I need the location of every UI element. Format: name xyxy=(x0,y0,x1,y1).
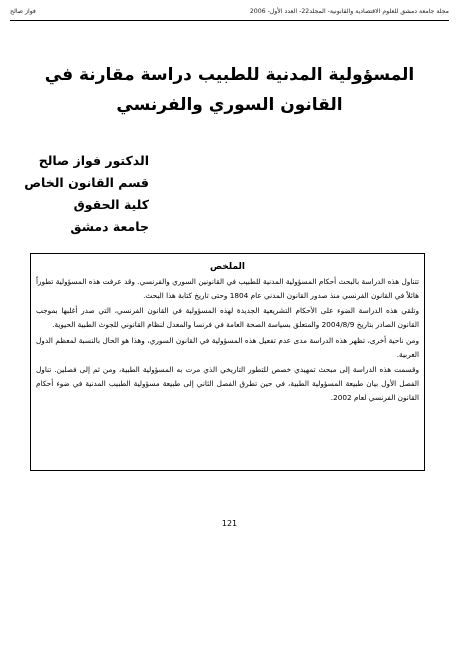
journal-citation: مجلة جامعة دمشق للعلوم الاقتصادية والقانونية- المجلد22- العدد الأول- 2006 xyxy=(249,8,449,15)
header-author: فواز صالح xyxy=(10,8,36,15)
author-faculty: كلية الحقوق xyxy=(73,197,149,212)
author-name: الدكتور فواز صالح xyxy=(38,153,149,168)
author-university: جامعة دمشق xyxy=(70,219,149,234)
abstract-body xyxy=(36,275,419,404)
abstract-paragraph: تتناول هذه الدراسة بالبحث أحكام المسؤولية المدنية للطبيب في القانونين السوري والفرنسي. وقد عرفت هذه المسؤولية تطوراً هائلاً في القانون الفرنسي منذ صدور القانون المدني عام 1804 وحتى تاريخ كتابة هذا البحث. xyxy=(36,277,419,300)
author-block xyxy=(24,150,149,238)
header-divider xyxy=(10,20,449,21)
running-header xyxy=(10,6,449,18)
abstract-paragraph: وتلقي هذه الدراسة الضوء على الأحكام التشريعية الجديدة لهذه المسؤولية في القانون الفرنسي، التي صدر أغلبها بموجب القانون الصادر بتاريخ 2004/8/9 والمتعلق بسياسة الصحة العامة في فرنسا والمعدل لنظام القانوني للجوث الطبية الحيوية. xyxy=(36,306,419,330)
paper-title: المسؤولية المدنية للطبيب دراسة مقارنة في القانون السوري والفرنسي xyxy=(44,65,415,115)
abstract-heading: الملخص xyxy=(210,262,245,272)
author-department: قسم القانون الخاص xyxy=(24,175,149,190)
abstract-box xyxy=(30,253,425,471)
abstract-paragraph: وقسمت هذه الدراسة إلى مبحث تمهيدي خصص للتطور التاريخي الذي مرت به المسؤولية الطبية، ومن ثم إلى فصلين. تناول الفصل الأول بيان طبيعة المسؤولية الطبية، في حين تطرق الفصل الثاني إلى طبيعة مسؤولية الطبيب المدنية في ضوء أحكام القانون الفرنسي لعام 2002. xyxy=(36,365,419,402)
page-number: 121 xyxy=(221,519,238,528)
abstract-paragraph: ومن ناحية أخرى، تظهر هذه الدراسة مدى عدم تفعيل هذه المسؤولية في القانون السوري، وهذا هو الحال بالنسبة لمعظم الدول العربية. xyxy=(36,335,419,359)
